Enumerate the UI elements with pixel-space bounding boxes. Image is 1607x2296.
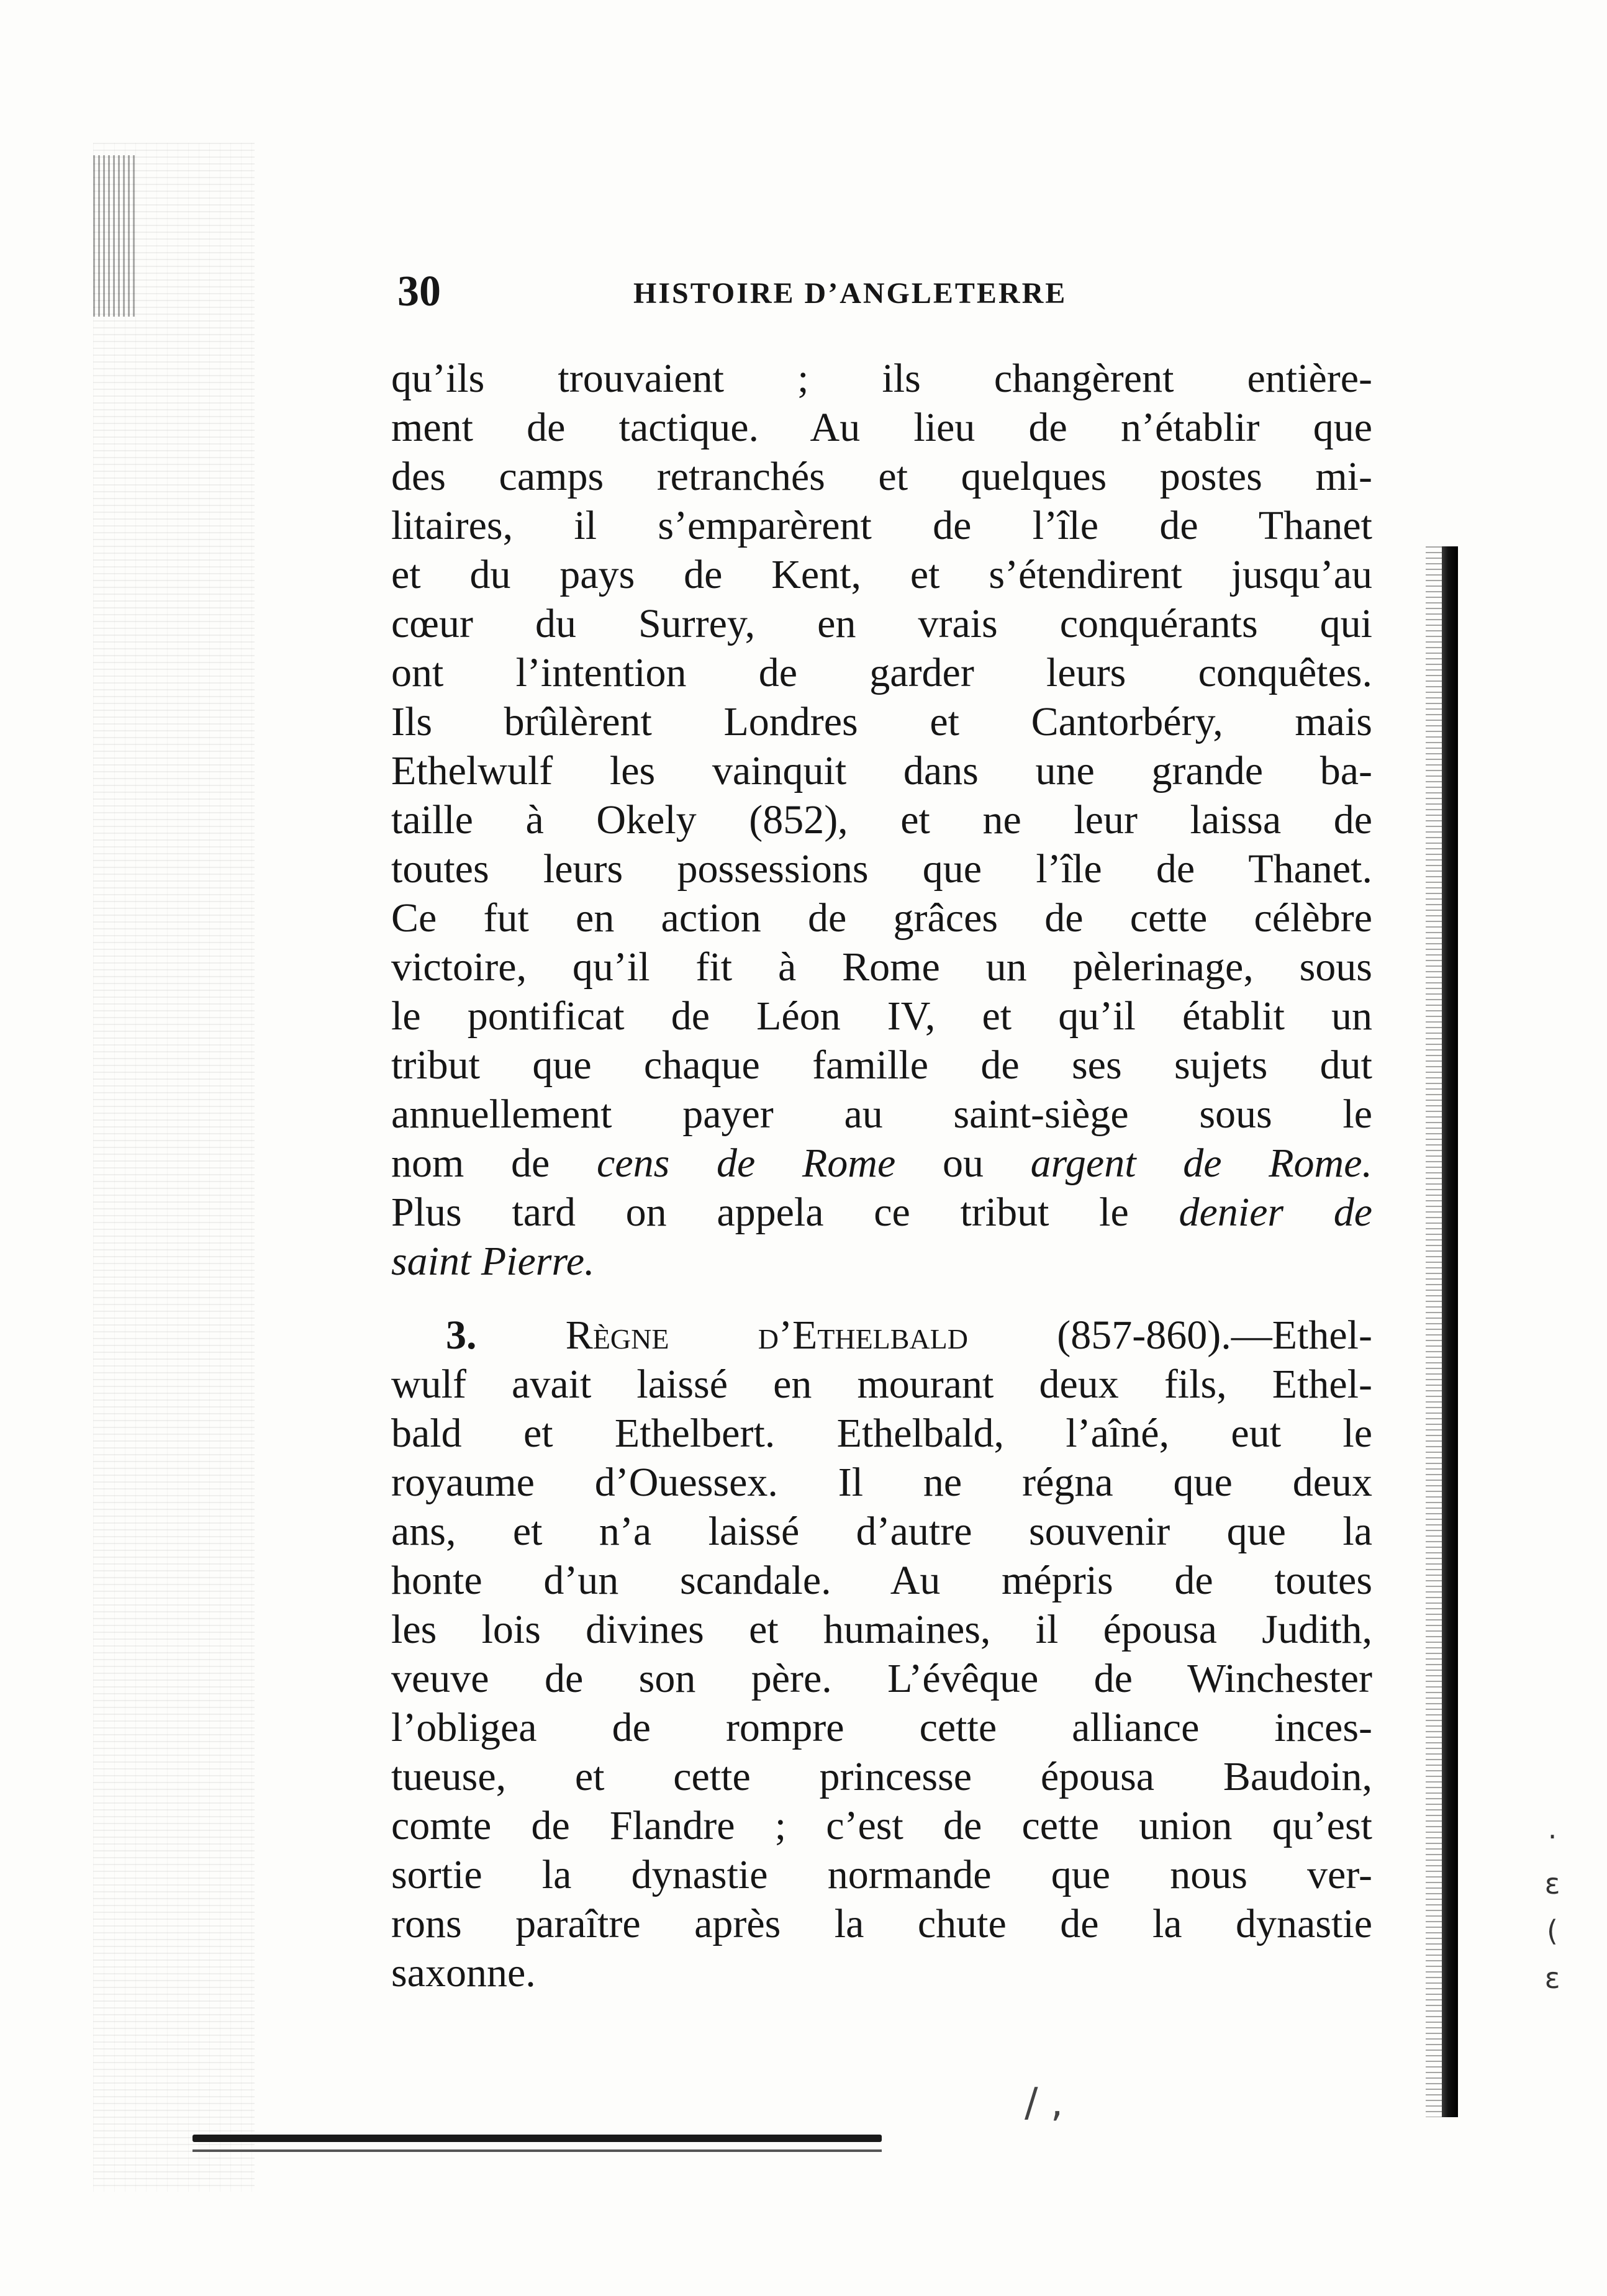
italic-term: argent de Rome. bbox=[1030, 1141, 1372, 1186]
text-line: et du pays de Kent, et s’étendirent jusqu’au bbox=[391, 552, 1372, 597]
text-line: Ethelwulf les vainquit dans une grande ba- bbox=[391, 748, 1372, 793]
text-line: veuve de son père. L’évêque de Winchester bbox=[391, 1656, 1372, 1701]
text-line: wulf avait laissé en mourant deux fils, Ethel- bbox=[391, 1362, 1372, 1407]
italic-term: saint Pierre. bbox=[391, 1239, 595, 1284]
right-edge-shadow bbox=[1442, 546, 1458, 2117]
text-line: cœur du Surrey, en vrais conquérants qui bbox=[391, 601, 1372, 646]
text-line: tribut que chaque famille de ses sujets dut bbox=[391, 1042, 1372, 1088]
section-dates: (857-860).—Ethel- bbox=[968, 1313, 1372, 1358]
margin-mark: ( bbox=[1547, 1914, 1558, 1948]
text-line: qu’ils trouvaient ; ils changèrent entière- bbox=[391, 356, 1372, 401]
section-title: Règne d’Ethelbald bbox=[476, 1313, 968, 1358]
text-line: sortie la dynastie normande que nous ver- bbox=[391, 1852, 1372, 1897]
text-line: Ils brûlèrent Londres et Cantorbéry, mais bbox=[391, 699, 1372, 744]
text-line bbox=[391, 1188, 1372, 1237]
section-number: 3. bbox=[446, 1313, 477, 1358]
bottom-edge-rule bbox=[192, 2135, 882, 2142]
text-line bbox=[391, 1139, 1372, 1188]
margin-mark: ɛ bbox=[1544, 1867, 1560, 1901]
text-line: honte d’un scandale. Au mépris de toutes bbox=[391, 1558, 1372, 1603]
text-line: bald et Ethelbert. Ethelbald, l’aîné, eut le bbox=[391, 1411, 1372, 1456]
bottom-edge-rule-thin bbox=[192, 2149, 882, 2152]
text-line: litaires, il s’emparèrent de l’île de Thanet bbox=[391, 503, 1372, 548]
text-run: nom de bbox=[391, 1141, 597, 1186]
text-line: taille à Okely (852), et ne leur laissa de bbox=[391, 797, 1372, 843]
text-line: les lois divines et humaines, il épousa Judith, bbox=[391, 1607, 1372, 1652]
paragraph-gap bbox=[391, 1286, 1372, 1311]
text-line: toutes leurs possessions que l’île de Thanet. bbox=[391, 846, 1372, 892]
text-line: le pontificat de Léon IV, et qu’il établit un bbox=[391, 993, 1372, 1039]
italic-term: cens de Rome bbox=[597, 1141, 896, 1186]
text-line: tueuse, et cette princesse épousa Baudoin, bbox=[391, 1754, 1372, 1799]
text-line: ans, et n’a laissé d’autre souvenir que la bbox=[391, 1509, 1372, 1554]
body-text bbox=[391, 354, 1372, 1997]
text-line: saxonne. bbox=[391, 1950, 536, 1995]
running-title: HISTOIRE D’ANGLETERRE bbox=[633, 277, 1067, 310]
right-margin-marks bbox=[1534, 1813, 1571, 2002]
text-line: l’obligea de rompre cette alliance inces- bbox=[391, 1705, 1372, 1750]
text-line: annuellement payer au saint-siège sous le bbox=[391, 1092, 1372, 1137]
text-run: ou bbox=[895, 1141, 1031, 1186]
text-line: des camps retranchés et quelques postes mi- bbox=[391, 454, 1372, 499]
section-heading-line bbox=[391, 1311, 1372, 1360]
margin-mark: · bbox=[1547, 1820, 1557, 1853]
bottom-scribble: / , bbox=[1025, 2080, 1064, 2126]
italic-term: denier de bbox=[1179, 1190, 1372, 1235]
text-line: rons paraître après la chute de la dynastie bbox=[391, 1901, 1372, 1946]
text-line: royaume d’Ouessex. Il ne régna que deux bbox=[391, 1460, 1372, 1505]
page-header bbox=[397, 267, 1360, 317]
text-run: Plus tard on appela ce tribut le bbox=[391, 1190, 1179, 1235]
text-line: Ce fut en action de grâces de cette célèbre bbox=[391, 895, 1372, 941]
margin-mark: ε bbox=[1544, 1961, 1560, 1995]
text-line: ment de tactique. Au lieu de n’établir que bbox=[391, 405, 1372, 450]
gutter-scan-noise bbox=[93, 143, 255, 2192]
text-line: victoire, qu’il fit à Rome un pèlerinage, sous bbox=[391, 944, 1372, 990]
text-line: ont l’intention de garder leurs conquêtes. bbox=[391, 650, 1372, 695]
text-line: comte de Flandre ; c’est de cette union qu’est bbox=[391, 1803, 1372, 1848]
right-edge-shadow-fade bbox=[1426, 546, 1442, 2117]
gutter-scan-shadow bbox=[93, 155, 137, 317]
text-line bbox=[391, 1237, 1372, 1286]
page-number: 30 bbox=[397, 268, 441, 315]
